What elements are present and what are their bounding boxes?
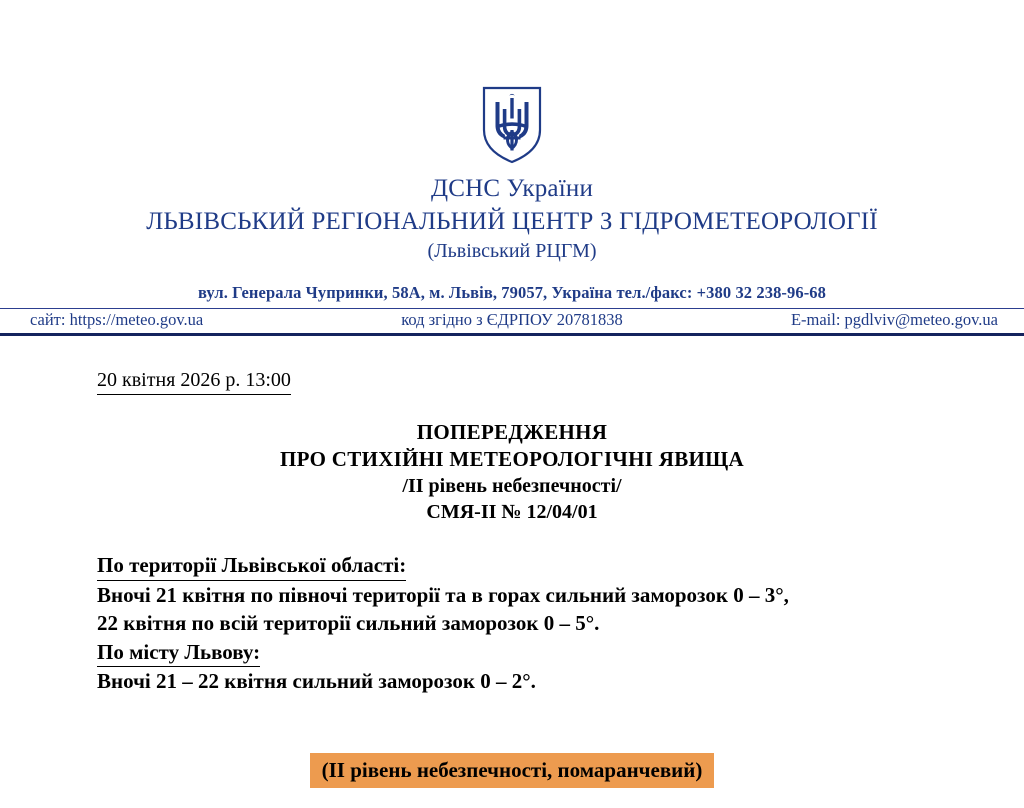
region-forecast-line-2: 22 квітня по всій території сильний заморозок 0 – 5°. (97, 611, 600, 636)
org-name-center: ЛЬВІВСЬКИЙ РЕГІОНАЛЬНИЙ ЦЕНТР З ГІДРОМЕТЕОРОЛОГІЇ (146, 208, 878, 236)
region-heading: По території Львівської області: (97, 551, 406, 581)
title-hazard-level: /ІІ рівень небезпечності/ (402, 475, 622, 498)
region-forecast-line-1: Вночі 21 квітня по півночі території та в горах сильний заморозок 0 – 3°, (97, 582, 789, 607)
website-link[interactable]: сайт: https://meteo.gov.ua (30, 309, 204, 329)
document-body (0, 336, 1024, 789)
edrpou-code: код згідно з ЄДРПОУ 20781838 (401, 309, 623, 329)
address-line: вул. Генерала Чупринки, 58А, м. Львів, 79057, Україна тел./факс: +380 32 238-96-68 (197, 282, 827, 302)
title-document-number: СМЯ-ІІ № 12/04/01 (426, 501, 598, 524)
city-heading: По місту Львову: (97, 638, 260, 668)
org-name-dsns: ДСНС України (430, 175, 594, 202)
letterhead (0, 0, 1024, 336)
title-warning: ПОПЕРЕДЖЕННЯ (416, 419, 608, 444)
hazard-level-banner: (ІІ рівень небезпечності, помаранчевий) (310, 753, 715, 788)
org-name-short: (Львівський РЦГМ) (427, 239, 597, 262)
document-date: 20 квітня 2026 р. 13:00 (97, 368, 291, 395)
contact-row (0, 309, 1024, 333)
city-heading-line (97, 638, 1024, 668)
region-heading-line (97, 551, 1024, 581)
forecast-body (97, 551, 1024, 696)
ukraine-trident-emblem (481, 86, 543, 164)
hazard-banner-wrap (0, 753, 1024, 788)
document-title-block (0, 419, 1024, 526)
title-subject: ПРО СТИХІЙНІ МЕТЕОРОЛОГІЧНІ ЯВИЩА (279, 446, 745, 471)
email-link[interactable]: E-mail: pgdlviv@meteo.gov.ua (790, 309, 998, 329)
city-forecast-line-1: Вночі 21 – 22 квітня сильний заморозок 0 – 2°. (97, 669, 536, 694)
